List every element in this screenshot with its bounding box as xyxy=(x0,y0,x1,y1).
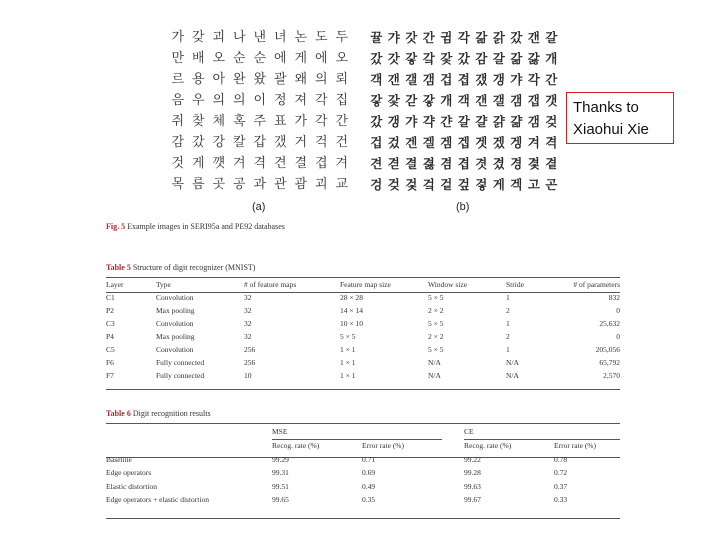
handwritten-glyph: 곁 xyxy=(545,156,558,171)
table6-cell: Edge operators + elastic distortion xyxy=(106,495,209,504)
handwritten-glyph: 우 xyxy=(191,93,205,108)
handwritten-glyph: 갏 xyxy=(527,51,540,66)
handwritten-glyph: 겠 xyxy=(492,135,505,150)
handwritten-glyph: 겈 xyxy=(422,177,435,192)
handwritten-glyph: 강 xyxy=(212,135,226,150)
table5-caption-text: Structure of digit recognizer (MNIST) xyxy=(132,263,256,272)
handwritten-glyph: 에 xyxy=(314,51,328,66)
table5-cell: 1 xyxy=(506,345,510,354)
handwritten-glyph: 의 xyxy=(212,93,226,108)
handwritten-glyph: 겼 xyxy=(492,156,505,171)
table5-cell: 14 × 14 xyxy=(340,306,363,315)
handwritten-glyph: 겊 xyxy=(457,177,470,192)
handwritten-glyph: 갖 xyxy=(191,30,205,45)
handwritten-glyph: 갓 xyxy=(405,30,418,45)
handwritten-glyph: 각 xyxy=(527,72,540,87)
table5-row xyxy=(106,330,620,343)
table5-cell: 1 × 1 xyxy=(340,371,356,380)
table5-cell: 5 × 5 xyxy=(428,345,444,354)
table5-cell: N/A xyxy=(428,358,441,367)
table5-cell: 32 xyxy=(244,293,252,302)
table5-header-row xyxy=(106,279,620,291)
handwritten-glyph: 갓 xyxy=(387,51,400,66)
handwritten-glyph: 간 xyxy=(545,72,558,87)
table5-row xyxy=(106,304,620,317)
handwritten-glyph: 겨 xyxy=(232,156,246,171)
handwritten-glyph: 정 xyxy=(273,93,287,108)
handwritten-glyph: 겐 xyxy=(405,135,418,150)
table6-group-row xyxy=(106,425,620,439)
acknowledgement-line-1: Thanks to xyxy=(573,99,639,116)
handwritten-glyph: 경 xyxy=(510,156,523,171)
table5-cell: F6 xyxy=(106,358,114,367)
handwritten-glyph: 객 xyxy=(457,93,470,108)
handwritten-glyph: 겋 xyxy=(475,177,488,192)
handwritten-glyph: 걂 xyxy=(510,114,523,129)
table5-cell: C3 xyxy=(106,319,115,328)
figure-panel-a xyxy=(168,28,352,194)
table6-subheader-cell: Error rate (%) xyxy=(554,441,597,450)
handwritten-glyph: 갔 xyxy=(370,51,383,66)
handwritten-glyph: 거 xyxy=(294,135,308,150)
handwritten-glyph: 갭 xyxy=(527,93,540,108)
handwritten-glyph: 게 xyxy=(294,51,308,66)
handwritten-glyph: 왔 xyxy=(253,72,267,87)
handwritten-glyph: 겯 xyxy=(387,156,400,171)
handwritten-glyph: 고 xyxy=(527,177,540,192)
handwritten-glyph: 과 xyxy=(253,177,267,192)
handwritten-glyph: 괴 xyxy=(212,30,226,45)
table5-cell: 65,792 xyxy=(599,358,620,367)
table5-row xyxy=(106,369,620,382)
handwritten-glyph: 겍 xyxy=(510,177,523,192)
handwritten-glyph: 찾 xyxy=(191,114,205,129)
table5-cell: C1 xyxy=(106,293,115,302)
handwritten-glyph: 게 xyxy=(492,177,505,192)
table5-body xyxy=(106,291,620,382)
handwritten-glyph: 겷 xyxy=(422,156,435,171)
table5-cell: 1 × 1 xyxy=(340,345,356,354)
handwritten-glyph: 겇 xyxy=(405,177,418,192)
handwritten-glyph: 격 xyxy=(545,135,558,150)
handwritten-glyph: 겹 xyxy=(314,156,328,171)
handwritten-glyph: 갇 xyxy=(405,93,418,108)
handwritten-glyph: 견 xyxy=(370,156,383,171)
handwritten-glyph: 겻 xyxy=(475,156,488,171)
handwritten-glyph: 각 xyxy=(314,93,328,108)
table5-caption xyxy=(106,263,255,272)
handwritten-glyph: 용 xyxy=(191,72,205,87)
handwritten-glyph: 져 xyxy=(294,93,308,108)
handwritten-glyph: 갗 xyxy=(387,93,400,108)
handwritten-glyph: 겄 xyxy=(387,135,400,150)
table6-row xyxy=(106,453,620,467)
table6-row xyxy=(106,480,620,494)
table5-cell: 10 × 10 xyxy=(340,319,363,328)
handwritten-glyph: 갔 xyxy=(457,51,470,66)
handwritten-glyph: 만 xyxy=(171,51,185,66)
handwritten-glyph: 개 xyxy=(440,93,453,108)
table5-row xyxy=(106,291,620,304)
handwritten-glyph: 갛 xyxy=(370,93,383,108)
handwritten-glyph: 격 xyxy=(253,156,267,171)
handwritten-glyph: 완 xyxy=(232,72,246,87)
handwritten-glyph: 감 xyxy=(171,135,185,150)
handwritten-glyph: 갊 xyxy=(475,30,488,45)
table5-cell: N/A xyxy=(506,371,519,380)
table5-cell: 5 × 5 xyxy=(428,319,444,328)
handwritten-glyph: 객 xyxy=(370,72,383,87)
table6-cell: 99.29 xyxy=(272,454,289,464)
table5-cell: 25,632 xyxy=(599,319,620,328)
table6-row xyxy=(106,493,620,507)
table5-cell: P2 xyxy=(106,306,114,315)
handwritten-glyph: 각 xyxy=(457,30,470,45)
table5-cell: 28 × 28 xyxy=(340,293,363,302)
table6-cell: 0.78 xyxy=(554,454,568,464)
handwritten-glyph: 것 xyxy=(171,156,185,171)
handwritten-glyph: 걁 xyxy=(492,114,505,129)
handwritten-glyph: 겿 xyxy=(527,156,540,171)
figure-panel-b xyxy=(368,28,560,194)
handwritten-glyph: 겆 xyxy=(387,177,400,192)
table6-subheader-row xyxy=(106,439,620,453)
handwritten-glyph: 낸 xyxy=(253,30,267,45)
handwritten-glyph: 겉 xyxy=(440,177,453,192)
handwritten-glyph: 갛 xyxy=(422,93,435,108)
handwritten-glyph: 간 xyxy=(335,114,349,129)
handwritten-glyph: 결 xyxy=(294,156,308,171)
handwritten-glyph: 괌 xyxy=(294,177,308,192)
handwritten-glyph: 혹 xyxy=(232,114,246,129)
handwritten-glyph: 갸 xyxy=(510,72,523,87)
table5-cell: 256 xyxy=(244,358,256,367)
handwritten-glyph: 겁 xyxy=(440,72,453,87)
handwritten-glyph: 각 xyxy=(314,114,328,129)
table6-top-rule xyxy=(106,423,620,424)
handwritten-glyph: 꺳 xyxy=(212,156,226,171)
table6-cell: Edge operators xyxy=(106,468,152,477)
handwritten-glyph: 갼 xyxy=(440,114,453,129)
table6-cell: 99.28 xyxy=(464,468,481,477)
handwritten-glyph: 겡 xyxy=(510,135,523,150)
table5-cell: 1 × 1 xyxy=(340,358,356,367)
handwritten-glyph: 름 xyxy=(191,177,205,192)
acknowledgement-line-2: Xiaohui Xie xyxy=(573,121,649,138)
handwritten-glyph: 괄 xyxy=(273,72,287,87)
table5-header-cell: Window size xyxy=(428,280,468,289)
table5-row xyxy=(106,317,620,330)
figure-caption xyxy=(106,222,285,231)
handwritten-glyph: 겟 xyxy=(475,135,488,150)
handwritten-glyph: 순 xyxy=(253,51,267,66)
handwritten-glyph-grid-b xyxy=(368,28,560,194)
handwritten-glyph: 갠 xyxy=(387,72,400,87)
handwritten-glyph: 갑 xyxy=(253,135,267,150)
table6-group-ce: CE xyxy=(464,427,474,436)
table5-cell: 1 xyxy=(506,293,510,302)
handwritten-glyph: 왜 xyxy=(294,72,308,87)
table6-cell: 0.71 xyxy=(362,454,376,464)
table5-cell: C5 xyxy=(106,345,115,354)
handwritten-glyph: 곳 xyxy=(212,177,226,192)
table5-cell: 2 xyxy=(506,332,510,341)
handwritten-glyph: 칼 xyxy=(232,135,246,150)
handwritten-glyph: 겜 xyxy=(440,135,453,150)
handwritten-glyph: 에 xyxy=(273,51,287,66)
handwritten-glyph: 갰 xyxy=(273,135,287,150)
handwritten-glyph: 갹 xyxy=(422,114,435,129)
handwritten-glyph: 목 xyxy=(171,177,185,192)
handwritten-glyph: 갤 xyxy=(492,93,505,108)
table6-subheader-cell: Error rate (%) xyxy=(362,441,405,450)
handwritten-glyph: 겸 xyxy=(440,156,453,171)
table6-row xyxy=(106,466,620,480)
handwritten-glyph: 갈 xyxy=(492,51,505,66)
table5-cell: Fully connected xyxy=(156,371,205,380)
table6-cell: 0.35 xyxy=(362,495,376,504)
handwritten-glyph: 아 xyxy=(212,72,226,87)
handwritten-glyph: 겝 xyxy=(457,135,470,150)
handwritten-glyph: 오 xyxy=(212,51,226,66)
handwritten-glyph: 뢰 xyxy=(335,72,349,87)
handwritten-glyph: 도 xyxy=(314,30,328,45)
table5-cell: 0 xyxy=(616,332,620,341)
figure-caption-text: Example images in SERI95a and PE92 databases xyxy=(127,222,285,231)
handwritten-glyph: 괴 xyxy=(314,177,328,192)
handwritten-glyph: 곤 xyxy=(545,177,558,192)
panel-label-a: (a) xyxy=(252,201,266,213)
handwritten-glyph: 나 xyxy=(232,30,246,45)
handwritten-glyph: 갯 xyxy=(545,93,558,108)
table5-cell: 32 xyxy=(244,332,252,341)
handwritten-glyph: 갬 xyxy=(422,72,435,87)
table5-cell: N/A xyxy=(506,358,519,367)
handwritten-glyph: 논 xyxy=(294,30,308,45)
handwritten-glyph: 이 xyxy=(253,93,267,108)
table6-caption-prefix: Table 6 xyxy=(106,409,131,418)
table6-cell: 99.51 xyxy=(272,481,289,491)
handwritten-glyph: 겆 xyxy=(545,114,558,129)
table5-cell: 205,056 xyxy=(595,345,620,354)
table6-cell: 99.31 xyxy=(272,468,289,477)
handwritten-glyph: 걱 xyxy=(314,135,328,150)
handwritten-glyph: 건 xyxy=(335,135,349,150)
table6-cell: 0.49 xyxy=(362,481,376,491)
table5-row xyxy=(106,356,620,369)
handwritten-glyph: 감 xyxy=(475,51,488,66)
table5-header-cell: Layer xyxy=(106,280,124,289)
table5-cell: 2 × 2 xyxy=(428,332,444,341)
table5-header-cell: Type xyxy=(156,280,171,289)
table6-cell: 0.33 xyxy=(554,495,568,504)
table6-cell: 0.72 xyxy=(554,468,568,477)
table6-cell: 99.63 xyxy=(464,481,481,491)
table6-cell: 99.65 xyxy=(272,495,289,504)
figure-caption-prefix: Fig. 5 xyxy=(106,222,126,231)
handwritten-glyph: 갗 xyxy=(440,51,453,66)
handwritten-glyph: 겨 xyxy=(527,135,540,150)
table5-cell: 0 xyxy=(616,306,620,315)
handwritten-glyph-grid-a xyxy=(168,28,352,194)
table5-header-cell: # of parameters xyxy=(573,280,620,289)
table5-cell: F7 xyxy=(106,371,114,380)
handwritten-glyph: 갱 xyxy=(387,114,400,129)
table5-cell: 832 xyxy=(608,293,620,302)
handwritten-glyph: 겨 xyxy=(335,156,349,171)
table5-cell: 2,570 xyxy=(603,371,620,380)
handwritten-glyph: 갔 xyxy=(510,30,523,45)
handwritten-glyph: 갠 xyxy=(475,93,488,108)
table5-cell: P4 xyxy=(106,332,114,341)
table6-cell: 99.67 xyxy=(464,495,481,504)
table6-subheader-cell: Recog. rate (%) xyxy=(464,441,512,450)
handwritten-glyph: 갬 xyxy=(527,114,540,129)
handwritten-glyph: 갸 xyxy=(405,114,418,129)
handwritten-glyph: 순 xyxy=(232,51,246,66)
table6-caption-text: Digit recognition results xyxy=(132,409,211,418)
table5-cell: Fully connected xyxy=(156,358,205,367)
handwritten-glyph: 갠 xyxy=(527,30,540,45)
table6-cell: Baseline xyxy=(106,454,132,464)
handwritten-glyph: 의 xyxy=(314,72,328,87)
handwritten-glyph: 겹 xyxy=(457,72,470,87)
handwritten-glyph: 갈 xyxy=(457,114,470,129)
table5-cell: 2 × 2 xyxy=(428,306,444,315)
table6-subheader-cell: Recog. rate (%) xyxy=(272,441,320,450)
handwritten-glyph: 주 xyxy=(253,114,267,129)
handwritten-glyph: 두 xyxy=(335,30,349,45)
table6-cell: 0.69 xyxy=(362,468,376,477)
table5-cell: Convolution xyxy=(156,319,194,328)
handwritten-glyph: 갘 xyxy=(422,51,435,66)
handwritten-glyph: 갱 xyxy=(492,72,505,87)
table6-group-mse: MSE xyxy=(272,427,288,436)
handwritten-glyph: 걀 xyxy=(475,114,488,129)
handwritten-glyph: 개 xyxy=(545,51,558,66)
handwritten-glyph: 뀰 xyxy=(370,30,383,45)
handwritten-glyph: 갈 xyxy=(545,30,558,45)
handwritten-glyph: 겁 xyxy=(370,135,383,150)
handwritten-glyph: 의 xyxy=(232,93,246,108)
handwritten-glyph: 겔 xyxy=(422,135,435,150)
handwritten-glyph: 갸 xyxy=(387,30,400,45)
table5-cell: Max pooling xyxy=(156,332,195,341)
handwritten-glyph: 쥐 xyxy=(171,114,185,129)
table5-cell: N/A xyxy=(428,371,441,380)
handwritten-glyph: 집 xyxy=(335,93,349,108)
table5-header-cell: # of feature maps xyxy=(244,280,297,289)
handwritten-glyph: 갤 xyxy=(405,72,418,87)
table6-bottom-rule xyxy=(106,518,620,519)
table6-cell: Elastic distortion xyxy=(106,481,158,491)
handwritten-glyph: 겹 xyxy=(457,156,470,171)
handwritten-glyph: 갬 xyxy=(510,93,523,108)
handwritten-glyph: 겅 xyxy=(370,177,383,192)
table5 xyxy=(106,279,620,382)
table5-cell: 1 xyxy=(506,319,510,328)
acknowledgement-note xyxy=(566,92,674,144)
handwritten-glyph: 갔 xyxy=(370,114,383,129)
handwritten-glyph: 르 xyxy=(171,72,185,87)
table6-cell: 0.37 xyxy=(554,481,568,491)
table5-header-cell: Stride xyxy=(506,280,524,289)
handwritten-glyph: 배 xyxy=(191,51,205,66)
handwritten-glyph: 교 xyxy=(335,177,349,192)
handwritten-glyph: 귐 xyxy=(440,30,453,45)
handwritten-glyph: 오 xyxy=(335,51,349,66)
handwritten-glyph: 갛 xyxy=(405,51,418,66)
table5-cell: Convolution xyxy=(156,345,194,354)
handwritten-glyph: 견 xyxy=(273,156,287,171)
table5-caption-prefix: Table 5 xyxy=(106,263,131,272)
table5-row xyxy=(106,343,620,356)
handwritten-glyph: 갔 xyxy=(191,135,205,150)
handwritten-glyph: 가 xyxy=(294,114,308,129)
table5-cell: 32 xyxy=(244,319,252,328)
handwritten-glyph: 공 xyxy=(232,177,246,192)
table6 xyxy=(106,425,620,507)
table6-body xyxy=(106,453,620,507)
handwritten-glyph: 가 xyxy=(171,30,185,45)
handwritten-glyph: 체 xyxy=(212,114,226,129)
handwritten-glyph: 갉 xyxy=(492,30,505,45)
handwritten-glyph: 관 xyxy=(273,177,287,192)
table5-cell: 256 xyxy=(244,345,256,354)
table5-cell: Convolution xyxy=(156,293,194,302)
table5-cell: 5 × 5 xyxy=(428,293,444,302)
table5-bottom-rule xyxy=(106,389,620,390)
table5-cell: 5 × 5 xyxy=(340,332,356,341)
table5-cell: 2 xyxy=(506,306,510,315)
handwritten-glyph: 간 xyxy=(422,30,435,45)
table5-cell: 10 xyxy=(244,371,252,380)
table6-caption xyxy=(106,409,211,418)
handwritten-glyph: 게 xyxy=(191,156,205,171)
handwritten-glyph: 녀 xyxy=(273,30,287,45)
handwritten-glyph: 음 xyxy=(171,93,185,108)
panel-label-b: (b) xyxy=(456,201,470,213)
handwritten-glyph: 갰 xyxy=(475,72,488,87)
table5-cell: Max pooling xyxy=(156,306,195,315)
table6-cell: 99.22 xyxy=(464,454,481,464)
table5-top-rule xyxy=(106,277,620,278)
handwritten-glyph: 결 xyxy=(405,156,418,171)
handwritten-glyph: 표 xyxy=(273,114,287,129)
table5-cell: 32 xyxy=(244,306,252,315)
table5-header-cell: Feature map size xyxy=(340,280,391,289)
handwritten-glyph: 갊 xyxy=(510,51,523,66)
